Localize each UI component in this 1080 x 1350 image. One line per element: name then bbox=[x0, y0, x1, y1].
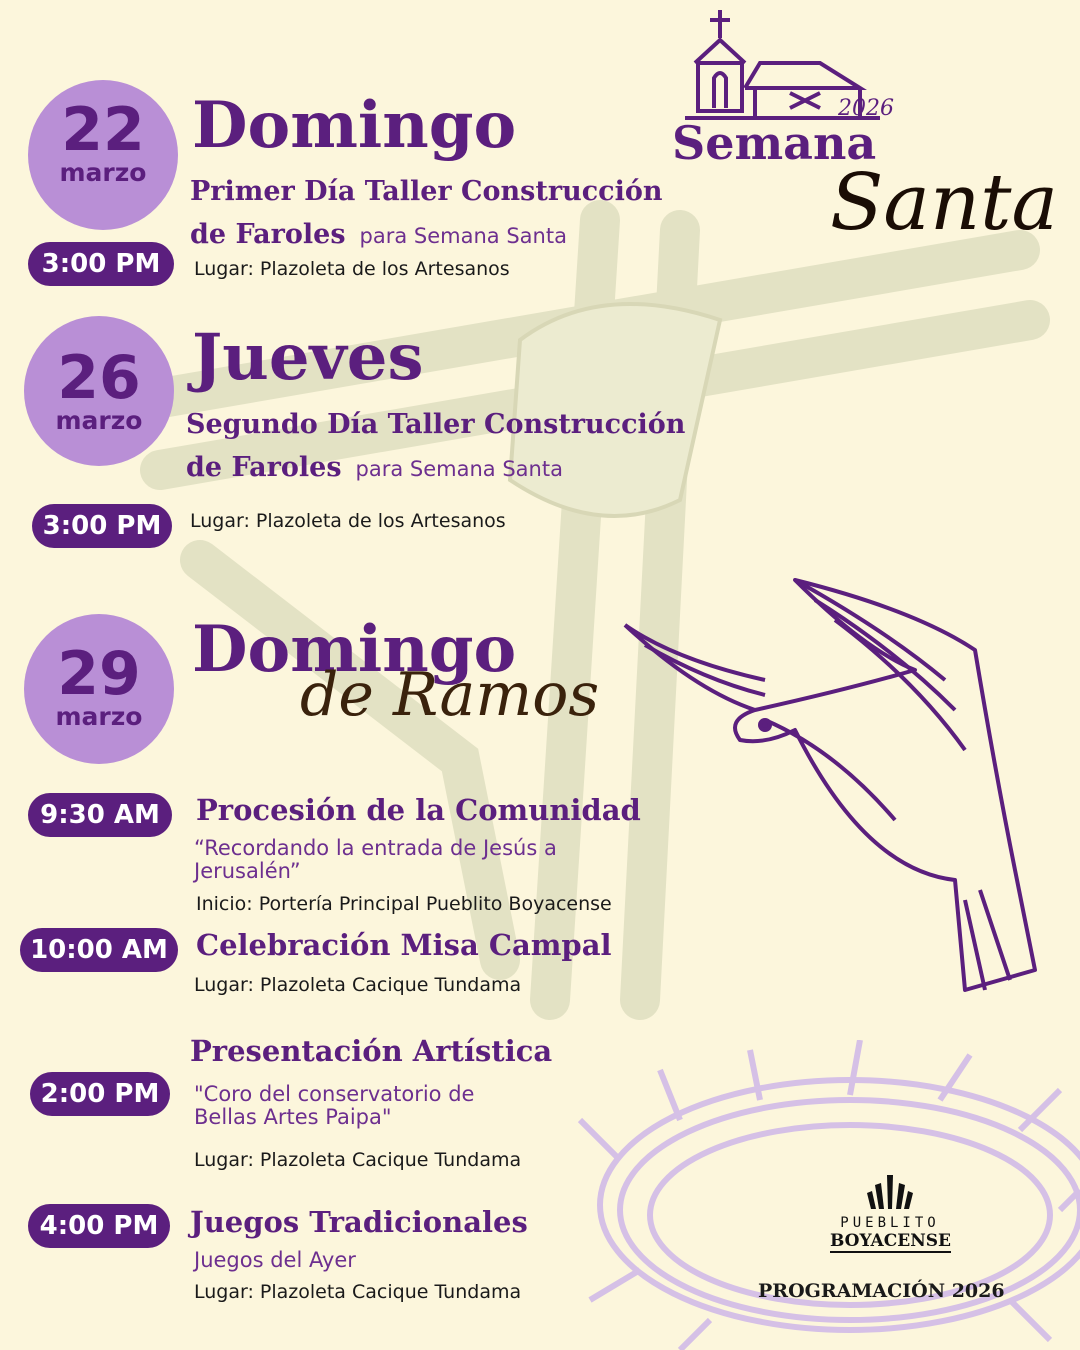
date-day: 26 bbox=[57, 343, 141, 413]
time-badge: 3:00 PM bbox=[32, 504, 172, 548]
event-title bbox=[186, 405, 685, 445]
logo-bottom-text: BOYACENSE bbox=[830, 1231, 951, 1251]
time-badge: 2:00 PM bbox=[30, 1072, 170, 1116]
item-title: Celebración Misa Campal bbox=[196, 928, 612, 962]
crown-logo-icon bbox=[865, 1175, 915, 1211]
date-month: marzo bbox=[55, 406, 143, 435]
event-title-line1: Segundo Día Taller Construcción bbox=[186, 409, 686, 440]
year-label: 2026 bbox=[838, 96, 894, 121]
date-circle bbox=[28, 80, 178, 230]
dove-illustration bbox=[615, 570, 1065, 1010]
pueblito-logo bbox=[830, 1175, 950, 1253]
semana-label: Semana bbox=[672, 116, 877, 170]
item-quote: “Recordando la entrada de Jesús a Jerusalén” bbox=[194, 836, 557, 883]
programacion-label: PROGRAMACIÓN 2026 bbox=[758, 1280, 1005, 1302]
item-quote: "Coro del conservatorio de Bellas Artes Paipa" bbox=[194, 1082, 475, 1129]
weekday-title: Jueves bbox=[192, 320, 424, 395]
item-title: Presentación Artística bbox=[190, 1034, 553, 1068]
event-title-2 bbox=[186, 448, 563, 489]
event-title-line2: de Faroles bbox=[190, 219, 346, 250]
header-logo bbox=[660, 8, 1070, 268]
event-title-line2: de Faroles bbox=[186, 452, 342, 483]
item-place: Lugar: Plazoleta Cacique Tundama bbox=[194, 1281, 522, 1303]
event-place: Lugar: Plazoleta de los Artesanos bbox=[194, 258, 510, 280]
event-title-line1: Primer Día Taller Construcción bbox=[190, 176, 663, 207]
item-place: Lugar: Plazoleta Cacique Tundama bbox=[194, 1149, 522, 1171]
time-badge: 10:00 AM bbox=[20, 928, 178, 972]
event-title bbox=[190, 172, 662, 212]
weekday-title: Domingo bbox=[192, 88, 517, 163]
date-day: 29 bbox=[57, 639, 141, 709]
time-badge: 9:30 AM bbox=[28, 793, 172, 837]
santa-label: Santa bbox=[830, 158, 1059, 248]
crown-of-thorns-illustration bbox=[560, 1040, 1080, 1350]
date-circle bbox=[24, 316, 174, 466]
logo-top-text: PUEBLITO bbox=[840, 1215, 940, 1231]
item-title: Procesión de la Comunidad bbox=[196, 793, 641, 827]
event-place: Lugar: Plazoleta de los Artesanos bbox=[190, 510, 506, 532]
date-circle bbox=[24, 614, 174, 764]
weekday-title: Domingo bbox=[192, 612, 517, 687]
item-quote: Juegos del Ayer bbox=[194, 1248, 356, 1272]
time-badge: 3:00 PM bbox=[28, 242, 174, 286]
weekday-script: de Ramos bbox=[300, 660, 600, 730]
date-month: marzo bbox=[59, 158, 147, 187]
item-place: Inicio: Portería Principal Pueblito Boyacense bbox=[196, 893, 612, 915]
time-badge: 4:00 PM bbox=[28, 1204, 170, 1248]
date-day: 22 bbox=[61, 95, 145, 165]
date-month: marzo bbox=[55, 702, 143, 731]
event-subtitle: para Semana Santa bbox=[355, 457, 563, 481]
event-subtitle: para Semana Santa bbox=[359, 224, 567, 248]
item-place: Lugar: Plazoleta Cacique Tundama bbox=[194, 974, 522, 996]
event-title-2 bbox=[190, 215, 567, 256]
item-title: Juegos Tradicionales bbox=[190, 1205, 528, 1239]
